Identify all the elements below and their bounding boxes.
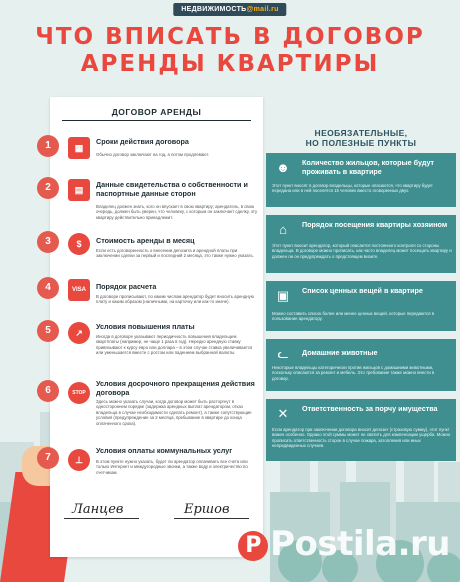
- signature-line-right: [174, 518, 249, 519]
- calendar-icon: ▦: [68, 137, 90, 159]
- rental-contract-document: [45, 97, 263, 557]
- coins-icon: $: [68, 233, 90, 255]
- item-description: В этом пункте нужно указать, будет ли арендатор оплачивать все счета или только Интернет и междугородные звонки, а также воду и электричество по счетчикам.: [96, 459, 248, 475]
- heading-line-2: НО ПОЛЕЗНЫЕ ПУНКТЫ: [305, 138, 417, 148]
- optional-card: [266, 399, 456, 461]
- item-description: Владелец должен знать, кого он впускает в свою квартиру; арендатель, в свою очередь, должен быть уверен, что человеку, с которым он заключает сделку, эту квартиру действительно принадлежит.: [96, 204, 258, 220]
- wrench-icon: ✕: [277, 406, 289, 421]
- document-heading: ДОГОВОР АРЕНДЫ: [62, 107, 251, 121]
- item-title: Стоимость аренды в месяц: [96, 236, 195, 245]
- signature-line-left: [64, 518, 139, 519]
- item-number: 5: [37, 320, 59, 342]
- item-description: В договоре прописывают, по каким числам арендатор будет вносить арендную плату и каким образом (наличными, на карточку или как-то иначе).: [96, 294, 254, 305]
- card-title: Список ценных вещей в квартире: [302, 286, 423, 295]
- optional-card: [266, 215, 456, 273]
- item-title: Условия повышения платы: [96, 322, 195, 331]
- item-description: Обычно договор заключают на год, а потом продлевают.: [96, 152, 210, 157]
- brand-label: [173, 3, 286, 16]
- postila-watermark: [238, 524, 450, 564]
- card-title: Порядок посещения квартиры хозяином: [302, 220, 448, 229]
- title-line-2: АРЕНДЫ КВАРТИРЫ: [80, 51, 380, 77]
- optional-items-heading: [266, 128, 456, 148]
- item-title: Порядок расчета: [96, 282, 157, 291]
- stop-icon: STOP: [68, 382, 90, 404]
- box-icon: ▣: [276, 288, 290, 303]
- heading-line-1: НЕОБЯЗАТЕЛЬНЫЕ,: [314, 128, 408, 138]
- item-number: 2: [37, 177, 59, 199]
- cat-icon: ᓚ: [277, 346, 289, 361]
- item-title: Условия досрочного прекращения действия договора: [96, 379, 255, 397]
- card-title: Домашние животные: [302, 348, 378, 357]
- optional-card: [266, 339, 456, 391]
- optional-card: [266, 153, 456, 207]
- brand-prefix: НЕДВИЖИМОСТЬ: [181, 6, 247, 13]
- item-title: Сроки действия договора: [96, 137, 189, 146]
- signature-left: Ланцев: [72, 502, 124, 517]
- house-icon: ⌂: [279, 222, 287, 237]
- card-description: Можно составить список более или менее ценных вещей, которые передаются в пользование арендатору.: [272, 311, 435, 322]
- item-description: Здесь можно указать случаи, когда договор может быть расторгнут в одностороннем порядке (задержка арендных выплат арендатором, отказ владельца в случае необходимости сделать ремонт), а также сопутствующие условия (предупреждение за 2 месяца, пребывание в квартире до конца оплаченного срока).: [96, 399, 252, 426]
- watermark-text: Postila.ru: [270, 524, 450, 564]
- card-description: Этот пункт вносят в договор владельцы, которые опасаются, что квартиру будет передана или в ней поселятся 15 человек вместо оговоренных двух.: [272, 183, 433, 194]
- item-number: 7: [37, 447, 59, 469]
- card-description: Этот пункт вносит арендатор, который опасается постоянного контроля со стороны владельца. В договоре можно прописать, как часто владелец может посещать квартиру и должен ли он предупреждать о предстоящем визите.: [272, 243, 452, 259]
- item-description: Иногда в договоре указывают периодичность повышения владельцем квартплаты (например, не чаще 1 раза в год). Нередко арендную ставку привязывают к курсу евро или доллара – в этом случае ставка увеличивается или уменьшается вместе с ростом или падением выбранной валюты.: [96, 334, 253, 356]
- page-title: [0, 24, 460, 78]
- brand-suffix: @mail.ru: [246, 6, 279, 13]
- postila-pin-icon: P: [238, 531, 268, 561]
- item-title: Данные свидетельства о собственности и паспортные данные сторон: [96, 180, 248, 198]
- signature-right: Ершов: [184, 502, 230, 517]
- optional-card: [266, 281, 456, 331]
- tap-icon: ⊥: [68, 449, 90, 471]
- chart-icon: ↗: [68, 322, 90, 344]
- card-description: Некоторые владельцы категорически против жильцов с домашними животными, поскольку опасаются за ремонт и мебель. Это требование также можно внести в договор.: [272, 365, 435, 381]
- item-number: 3: [37, 231, 59, 253]
- item-title: Условия оплаты коммунальных услуг: [96, 446, 233, 455]
- item-number: 4: [37, 277, 59, 299]
- card-description: Если арендатор при заключении договора вносит депозит (страховую сумму), этот пункт важен особенно. Однако этой суммы может не хватить для компенсации ущерба. Можно прописать ответственность сторон в случае пожара, затопления или иных непредвиденных случаев.: [272, 427, 451, 449]
- item-number: 6: [37, 380, 59, 402]
- card-icon: VISA: [68, 279, 90, 301]
- title-line-1: ЧТО ВПИСАТЬ В ДОГОВОР: [35, 24, 425, 50]
- card-title: Ответственность за порчу имущества: [302, 404, 438, 413]
- item-description: Если есть договоренность о внесении депозита и арендной платы при заключении сделки за первый и последний 2 месяца, это также нужно указать.: [96, 248, 254, 259]
- people-icon: ☻: [276, 160, 290, 175]
- card-title: Количество жильцов, которые будут проживать в квартире: [302, 158, 435, 176]
- document-icon: ▤: [68, 179, 90, 201]
- item-number: 1: [37, 135, 59, 157]
